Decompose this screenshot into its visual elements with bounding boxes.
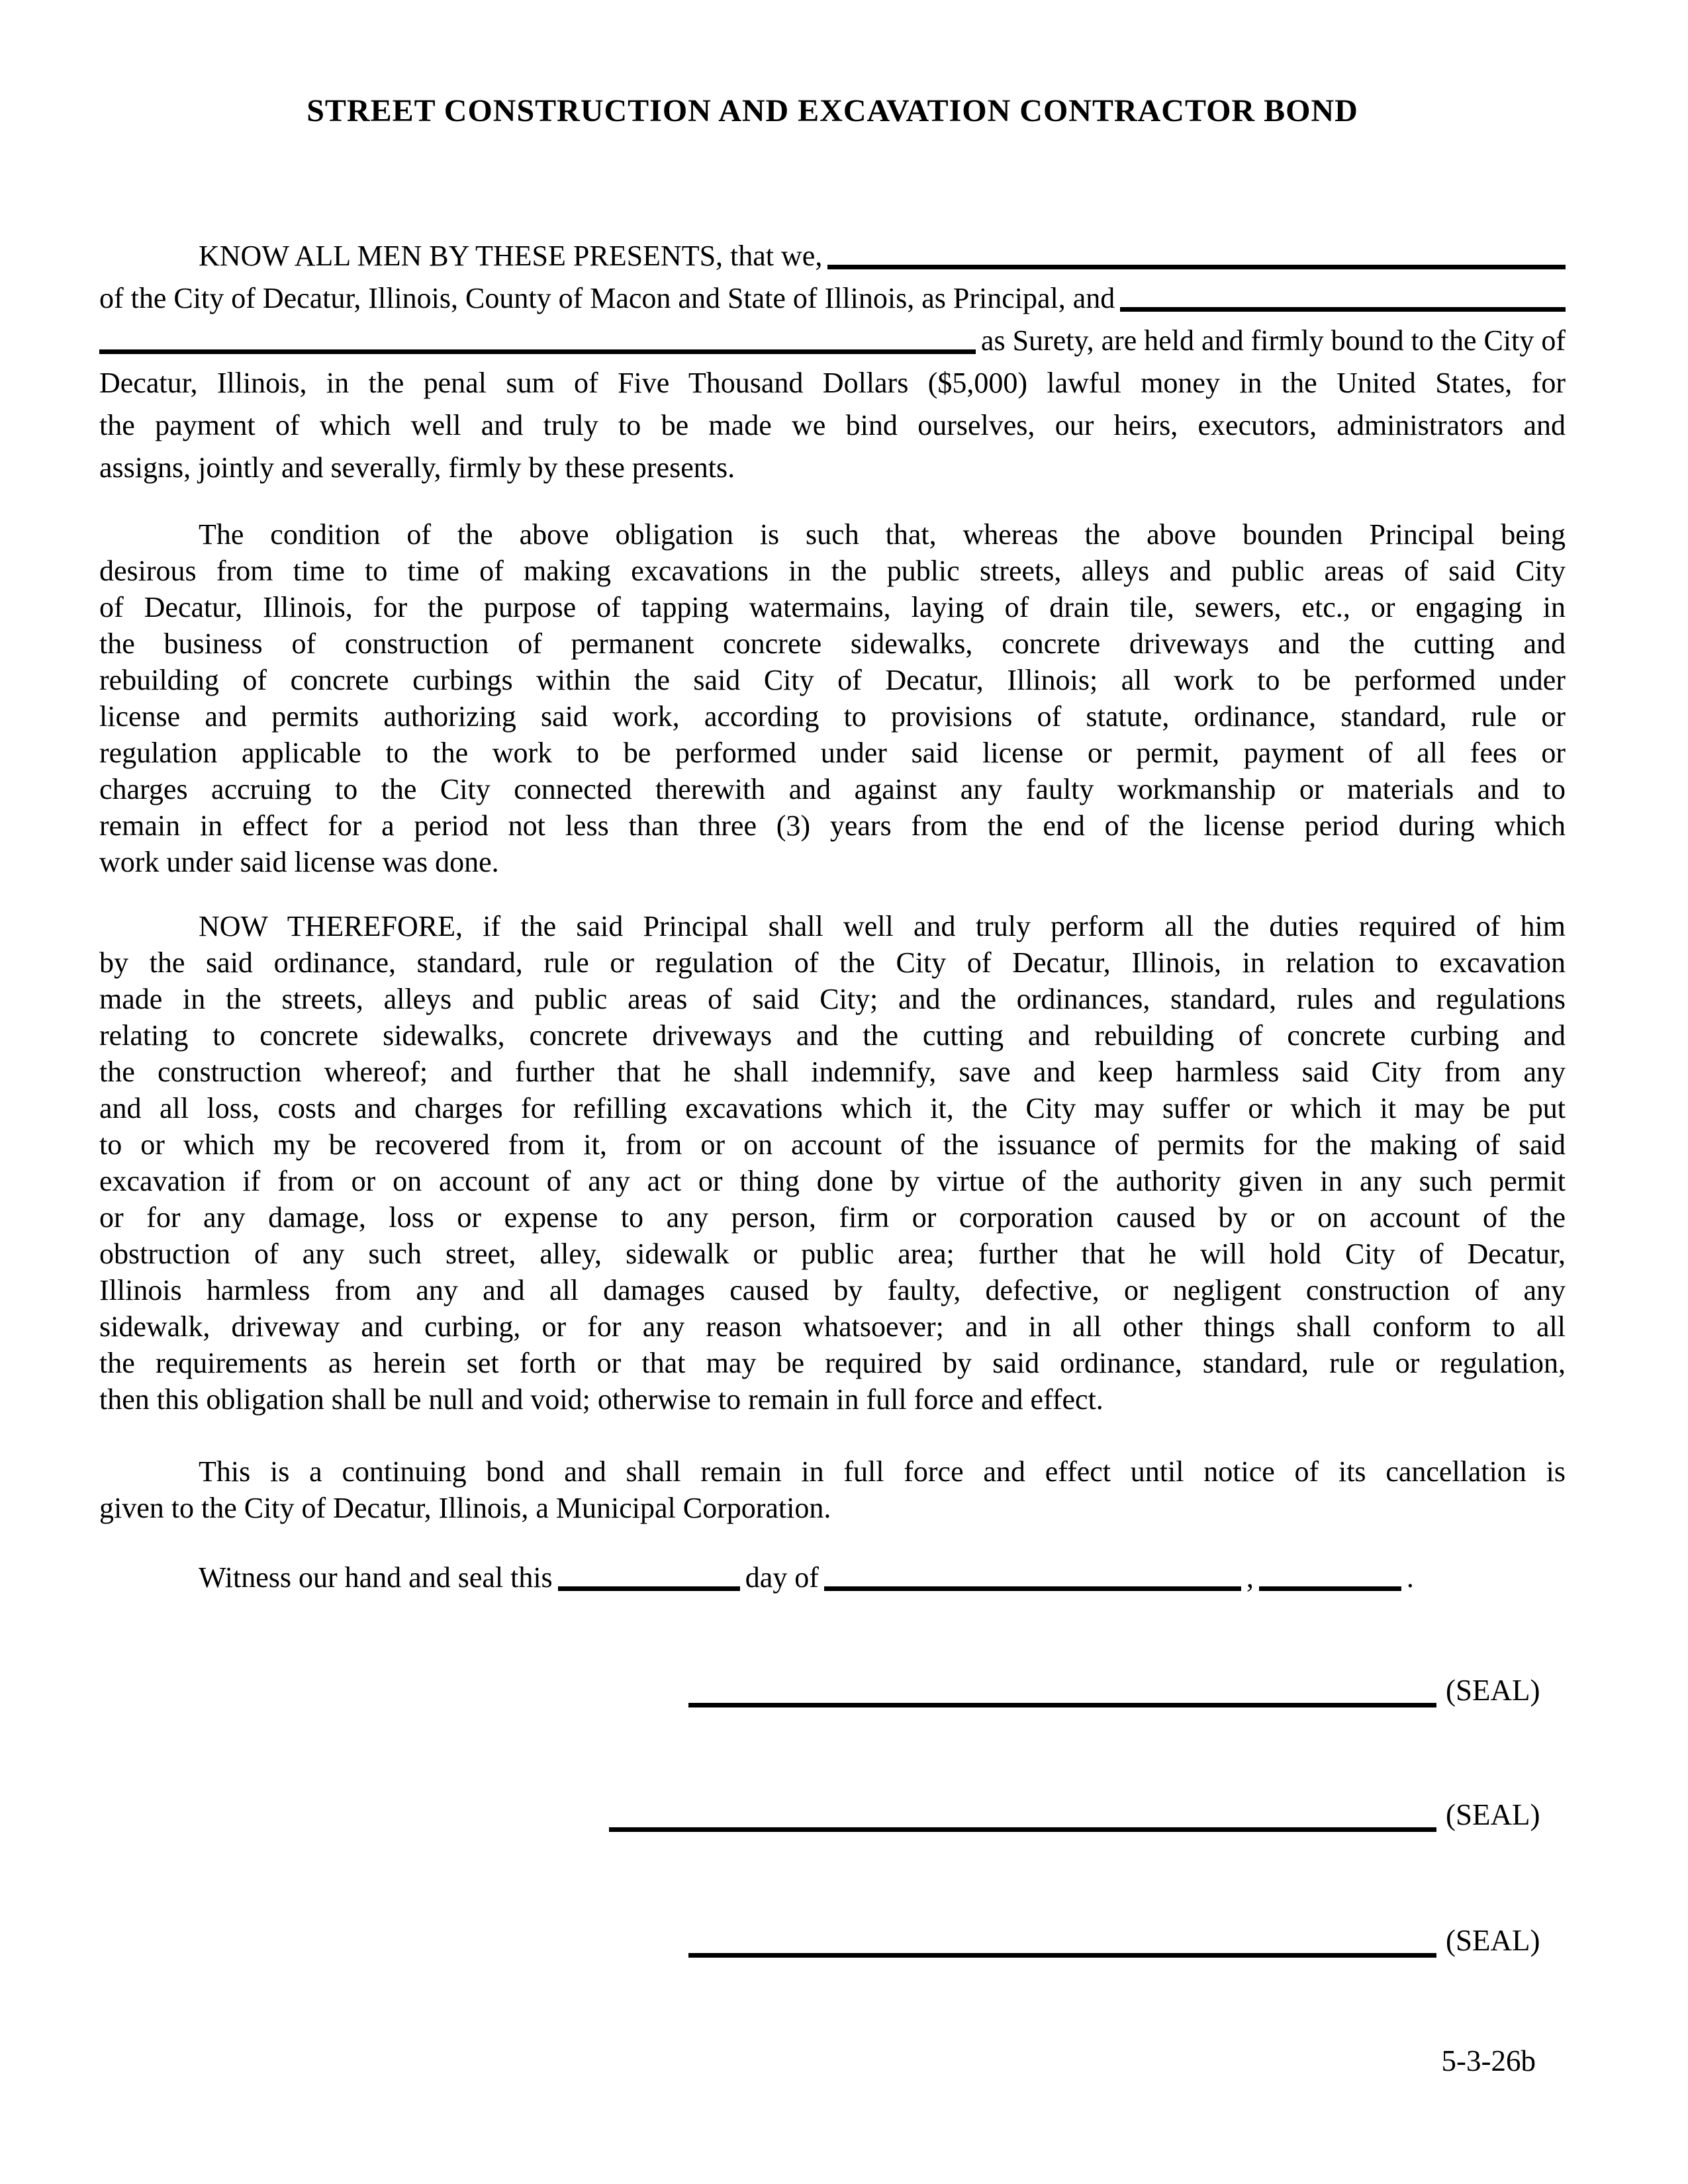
blank-field[interactable]	[558, 1586, 740, 1591]
text-line: regulation applicable to the work to be performed under said license or permit, payment of all fees or	[99, 737, 1566, 769]
text-line: the requirements as herein set forth or that may be required by said ordinance, standard, rule or regulation,	[99, 1347, 1566, 1379]
text-line: remain in effect for a period not less than three (3) years from the end of the license period during which	[99, 809, 1566, 842]
text-segment: .	[1406, 1561, 1414, 1594]
now-therefore-paragraph	[99, 908, 1566, 1418]
signature-line[interactable]	[688, 1703, 1436, 1707]
text-line: the construction whereof; and further that he shall indemnify, save and keep harmless said City from any	[99, 1056, 1566, 1088]
witness-date-line	[99, 1557, 1566, 1599]
text-line: obstruction of any such street, alley, sidewalk or public area; further that he will hold City of Decatur,	[99, 1238, 1566, 1270]
seal-label: (SEAL)	[1446, 1798, 1540, 1831]
text-line	[99, 235, 1566, 277]
seal-entry	[688, 1905, 1540, 1958]
text-line: license and permits authorizing said work, according to provisions of statute, ordinance, standard, rule or	[99, 700, 1566, 733]
seal-entry	[609, 1779, 1540, 1832]
text-line: assigns, jointly and severally, firmly by these presents.	[99, 451, 735, 484]
text-line: then this obligation shall be null and void; otherwise to remain in full force and effect.	[99, 1383, 1103, 1416]
text-line: relating to concrete sidewalks, concrete driveways and the cutting and rebuilding of concrete curbing and	[99, 1019, 1566, 1052]
text-line: rebuilding of concrete curbings within the said City of Decatur, Illinois; all work to be performed under	[99, 664, 1566, 696]
text-line: Illinois harmless from any and all damages caused by faulty, defective, or negligent construction of any	[99, 1274, 1566, 1306]
seal-label: (SEAL)	[1446, 1924, 1540, 1957]
text-line: work under said license was done.	[99, 846, 499, 878]
text-line: given to the City of Decatur, Illinois, a Municipal Corporation.	[99, 1492, 831, 1524]
seal-label: (SEAL)	[1446, 1674, 1540, 1707]
signature-line[interactable]	[688, 1953, 1436, 1958]
text-line: made in the streets, alleys and public areas of said City; and the ordinances, standard, rules and regulations	[99, 983, 1566, 1015]
form-number: 5-3-26b	[1441, 2044, 1536, 2077]
blank-field[interactable]	[824, 1586, 1241, 1591]
text-line: This is a continuing bond and shall remain in full force and effect until notice of its cancellation is	[199, 1455, 1566, 1488]
text-line: charges accruing to the City connected therewith and against any faulty workmanship or materials and to	[99, 773, 1566, 805]
text-line: by the said ordinance, standard, rule or regulation of the City of Decatur, Illinois, in relation to excavation	[99, 946, 1566, 979]
text-line	[99, 1557, 1566, 1599]
text-segment: KNOW ALL MEN BY THESE PRESENTS, that we,	[199, 240, 823, 272]
continuing-bond-paragraph	[99, 1453, 1566, 1526]
text-line: of Decatur, Illinois, for the purpose of tapping watermains, laying of drain tile, sewers, etc., or engaging in	[99, 591, 1566, 623]
text-line: NOW THEREFORE, if the said Principal shall well and truly perform all the duties required of him	[199, 910, 1566, 942]
text-segment: of the City of Decatur, Illinois, County of Macon and State of Illinois, as Principal, and	[99, 282, 1115, 314]
text-segment: day of	[745, 1561, 819, 1594]
text-line: desirous from time to time of making excavations in the public streets, alleys and public areas of said City	[99, 555, 1566, 587]
blank-field[interactable]	[827, 265, 1566, 269]
text-line	[99, 277, 1566, 320]
blank-field[interactable]	[99, 349, 976, 354]
text-line: sidewalk, driveway and curbing, or for any reason whatsoever; and in all other things shall conform to all	[99, 1310, 1566, 1343]
condition-paragraph	[99, 516, 1566, 880]
text-line: Decatur, Illinois, in the penal sum of Five Thousand Dollars ($5,000) lawful money in the United States, for	[99, 367, 1566, 399]
opening-paragraph	[99, 235, 1566, 489]
text-line	[99, 320, 1566, 362]
text-line: the business of construction of permanent concrete sidewalks, concrete driveways and the cutting and	[99, 627, 1566, 660]
seal-entry	[688, 1655, 1540, 1707]
text-line: The condition of the above obligation is such that, whereas the above bounden Principal being	[199, 518, 1566, 551]
blank-field[interactable]	[1120, 307, 1566, 312]
text-segment: ,	[1246, 1561, 1254, 1594]
text-line: the payment of which well and truly to be made we bind ourselves, our heirs, executors, administrators and	[99, 409, 1566, 441]
text-line: to or which my be recovered from it, from or on account of the issuance of permits for the making of said	[99, 1128, 1566, 1161]
signature-line[interactable]	[609, 1827, 1436, 1832]
text-line: and all loss, costs and charges for refilling excavations which it, the City may suffer or which it may be put	[99, 1092, 1566, 1124]
blank-field[interactable]	[1259, 1586, 1401, 1591]
text-line: or for any damage, loss or expense to any person, firm or corporation caused by or on account of the	[99, 1201, 1566, 1234]
text-segment: Witness our hand and seal this	[199, 1561, 553, 1594]
text-line: excavation if from or on account of any act or thing done by virtue of the authority given in any such permit	[99, 1165, 1566, 1197]
text-segment: as Surety, are held and firmly bound to the City of	[980, 324, 1566, 357]
document-title: STREET CONSTRUCTION AND EXCAVATION CONTRACTOR BOND	[306, 93, 1358, 128]
